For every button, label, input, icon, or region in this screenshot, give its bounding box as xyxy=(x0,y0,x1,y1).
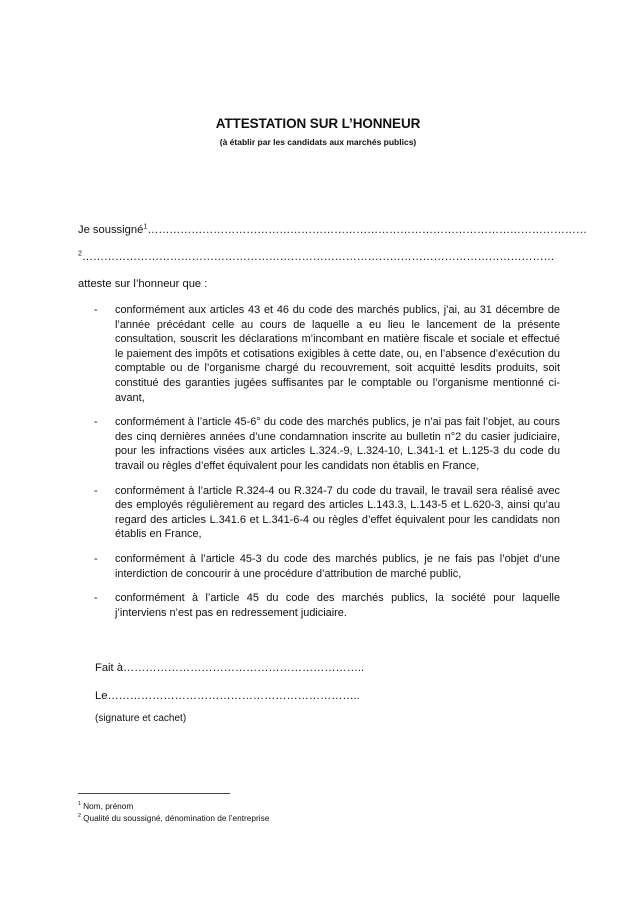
footnote-2 xyxy=(78,812,269,824)
list-item-text: conformément à l’article 45-3 du code des marchés publics, je ne fais pas l’objet d’une interdiction de concourir à une procédure d’attribution de marché public, xyxy=(115,552,560,580)
qualite-line xyxy=(78,251,554,263)
list-item-text: conformément à l’article R.324-4 ou R.324-7 du code du travail, le travail sera réalisé avec des employés régulièrement au regard des articles L.143.3, L.143-5 et L.620-3, ainsi qu’au regard des articles L.341.6 et L.341-6-4 ou règles d’effet équivalent pour les candidats non établis en France, xyxy=(115,484,560,541)
footnote-ref-2: 2 xyxy=(78,250,82,258)
list-item xyxy=(94,303,560,405)
dash-bullet: - xyxy=(94,592,98,605)
list-item-text: conformément à l’article 45-6° du code des marchés publics, je n’ai pas fait l’objet, au cours des cinq dernières années d’une condamnation inscrite au bulletin n°2 du casier judiciaire, pour les infractions visées aux articles L.324.-9, L.324-10, L.341-1 et L.125-3 du code du travail ou règles d’effet équivalent pour les candidats non établis en France, xyxy=(115,416,560,472)
list-item xyxy=(94,415,560,473)
date-line: Le………………………………………………………….. xyxy=(95,690,360,702)
footnotes xyxy=(78,800,269,824)
soussigne-label: Je soussigné xyxy=(78,224,144,236)
soussigne-dots: ………………………………………………………………………………………………………… xyxy=(147,224,587,236)
soussigne-line xyxy=(78,224,587,236)
document-subtitle: (à établir par les candidats aux marchés publics) xyxy=(219,137,417,147)
fait-a-line: Fait à……………………………………………………….. xyxy=(95,662,365,674)
list-item-text: conformément aux articles 43 et 46 du code des marchés publics, j’ai, au 31 décembre de l’année précédant celle au cours de laquelle a eu lieu le lancement de la présente consultation, souscrit les déclarations m’incombant en matière fiscale et sociale et effectué le paiement des impôts et cotisations exigibles à cette date, ou, en l’absence d’exécution du comptable ou de l’organisme chargé du recouvrement, soit acquitté lesdits produits, soit constitué des garanties jugées suffisantes par le comptable ou l’organisme mentionné ci-avant, xyxy=(115,304,560,404)
footnote-text: Nom, prénom xyxy=(83,801,134,811)
dash-bullet: - xyxy=(94,552,98,565)
attestation-list xyxy=(94,303,560,630)
footnote-marker: 1 xyxy=(78,801,82,808)
footnote-text: Qualité du soussigné, dénomination de l’entreprise xyxy=(83,813,270,823)
footnote-1 xyxy=(78,800,269,812)
footnote-divider xyxy=(78,793,230,794)
footnote-marker: 2 xyxy=(78,813,82,820)
list-item xyxy=(94,552,560,581)
list-item-text: conformément à l’article 45 du code des marchés publics, la société pour laquelle j’interviens n’est pas en redressement judiciaire. xyxy=(115,592,560,619)
list-item xyxy=(94,591,560,620)
footnote-ref-1: 1 xyxy=(143,223,148,231)
dash-bullet: - xyxy=(94,484,98,497)
list-item xyxy=(94,484,560,542)
qualite-dots: ………………………………………………………………………………………………………………… xyxy=(81,251,555,263)
dash-bullet: - xyxy=(94,416,98,429)
dash-bullet: - xyxy=(94,304,98,316)
signature-label: (signature et cachet) xyxy=(95,713,187,724)
document-title: ATTESTATION SUR L’HONNEUR xyxy=(215,116,421,131)
intro-text: atteste sur l’honneur que : xyxy=(78,278,208,290)
